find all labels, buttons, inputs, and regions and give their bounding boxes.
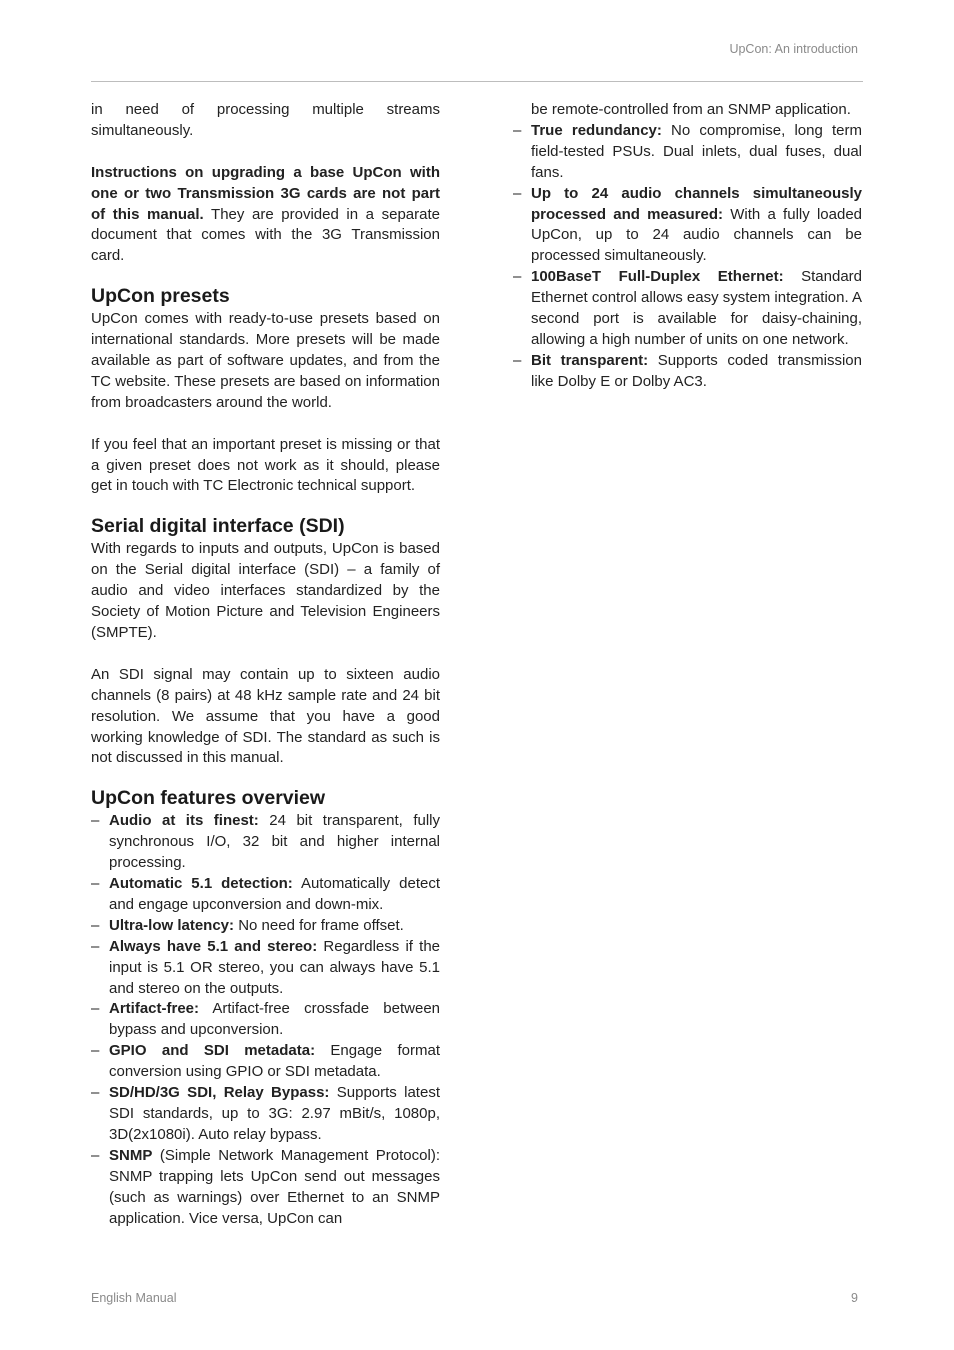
feature-item bbox=[91, 999, 440, 1041]
intro-continued-paragraph: in need of processing multiple streams simultaneously. bbox=[91, 101, 440, 139]
footer-manual-name: English Manual bbox=[91, 1291, 177, 1305]
upgrade-note-text: They are provided in a separate document that comes with the 3G Transmission card. bbox=[91, 205, 440, 265]
feature-item bbox=[513, 351, 862, 393]
feature-text: (Simple Network Management Protocol): SNMP trapping lets UpCon send out messages (such as warnings) over Ethernet to an SNMP application. Vice versa, UpCon can bbox=[109, 1146, 440, 1227]
feature-term: Automatic 5.1 detection: bbox=[109, 875, 293, 893]
feature-item bbox=[91, 874, 440, 916]
sdi-paragraph-2: An SDI signal may contain up to sixteen audio channels (8 pairs) at 48 kHz sample rate and 24 bit resolution. We assume that you have a good working knowledge of SDI. The standard as such is not discussed in this manual. bbox=[91, 665, 440, 767]
feature-term: Artifact-free: bbox=[109, 1000, 200, 1018]
feature-term: Ultra-low latency: bbox=[109, 916, 235, 934]
features-list bbox=[91, 811, 440, 1229]
feature-text: No need for frame offset. bbox=[234, 916, 404, 934]
feature-text: With a fully loaded UpCon, up to 24 audio channels can be processed simultaneously. bbox=[531, 205, 863, 265]
feature-term: SNMP bbox=[109, 1146, 153, 1164]
feature-term: True redundancy: bbox=[531, 121, 662, 139]
feature-text: Standard Ethernet control allows easy system integration. A second port is available for daisy-chaining, allowing a high number of units on one network. bbox=[531, 268, 863, 348]
feature-text: Automatically detect and engage upconversion and down-mix. bbox=[109, 875, 440, 913]
feature-item bbox=[513, 121, 862, 184]
feature-term: GPIO and SDI metadata: bbox=[109, 1042, 316, 1060]
feature-item bbox=[91, 1041, 440, 1083]
feature-term: Always have 5.1 and stereo: bbox=[109, 937, 318, 955]
sdi-heading: Serial digital interface (SDI) bbox=[91, 515, 345, 538]
feature-term: 100BaseT Full-Duplex Ethernet: bbox=[531, 268, 784, 286]
feature-item bbox=[91, 811, 440, 874]
features-heading: UpCon features overview bbox=[91, 787, 326, 810]
features-list-continued bbox=[513, 121, 862, 393]
left-column bbox=[91, 100, 440, 1229]
feature-item bbox=[513, 267, 862, 351]
feature-text: Supports coded transmission like Dolby E or Dolby AC3. bbox=[531, 351, 862, 390]
feature-term: SD/HD/3G SDI, Relay Bypass: bbox=[109, 1084, 330, 1102]
presets-paragraph-2: If you feel that an important preset is missing or that a given preset does not work as it should, please get in touch with TC Electronic technical support. bbox=[91, 435, 440, 495]
presets-paragraph-1: UpCon comes with ready-to-use presets based on international standards. More presets will be made available as part of software updates, and from the TC website. These presets are based on information from broadcasters around the world. bbox=[91, 310, 440, 411]
header-rule bbox=[91, 81, 863, 82]
upgrade-note-paragraph bbox=[91, 163, 440, 268]
presets-heading: UpCon presets bbox=[91, 285, 230, 308]
feature-text: Supports latest SDI standards, up to 3G: 2.97 mBit/s, 1080p, 3D(2x1080i). Auto relay bypass. bbox=[109, 1084, 440, 1143]
sdi-paragraph-1: With regards to inputs and outputs, UpCon is based on the Serial digital interface (SDI) – a family of audio and video interfaces standardized by the Society of Motion Picture and Television Engineers (SMPTE). bbox=[91, 540, 440, 641]
feature-term: Up to 24 audio channels simultaneously processed and measured: bbox=[531, 184, 862, 223]
feature-term: Audio at its finest: bbox=[109, 812, 259, 830]
feature-item bbox=[91, 1146, 440, 1230]
feature-text: Artifact-free crossfade between bypass and upconversion. bbox=[109, 1000, 440, 1039]
feature-item bbox=[91, 1083, 440, 1146]
feature-item bbox=[91, 937, 440, 1000]
feature-text: No compromise, long term field-tested PSUs. Dual inlets, dual fuses, dual fans. bbox=[531, 121, 862, 181]
feature-item bbox=[513, 184, 862, 268]
snmp-continued-paragraph: be remote-controlled from an SNMP application. bbox=[531, 101, 851, 118]
feature-text: Regardless if the input is 5.1 OR stereo, you can always have 5.1 and stereo on the outputs. bbox=[109, 937, 441, 997]
right-column bbox=[513, 100, 862, 393]
feature-item bbox=[91, 916, 440, 937]
footer-page-number: 9 bbox=[851, 1291, 858, 1305]
feature-text: 24 bit transparent, fully synchronous I/O, 32 bit and higher internal processing. bbox=[109, 812, 440, 872]
upgrade-note-bold: Instructions on upgrading a base UpCon with one or two Transmission 3G cards are not part of this manual. bbox=[91, 163, 440, 223]
feature-term: Bit transparent: bbox=[531, 351, 649, 369]
feature-text: Engage format conversion using GPIO or SDI metadata. bbox=[109, 1042, 440, 1081]
running-header-title: UpCon: An introduction bbox=[729, 42, 858, 56]
